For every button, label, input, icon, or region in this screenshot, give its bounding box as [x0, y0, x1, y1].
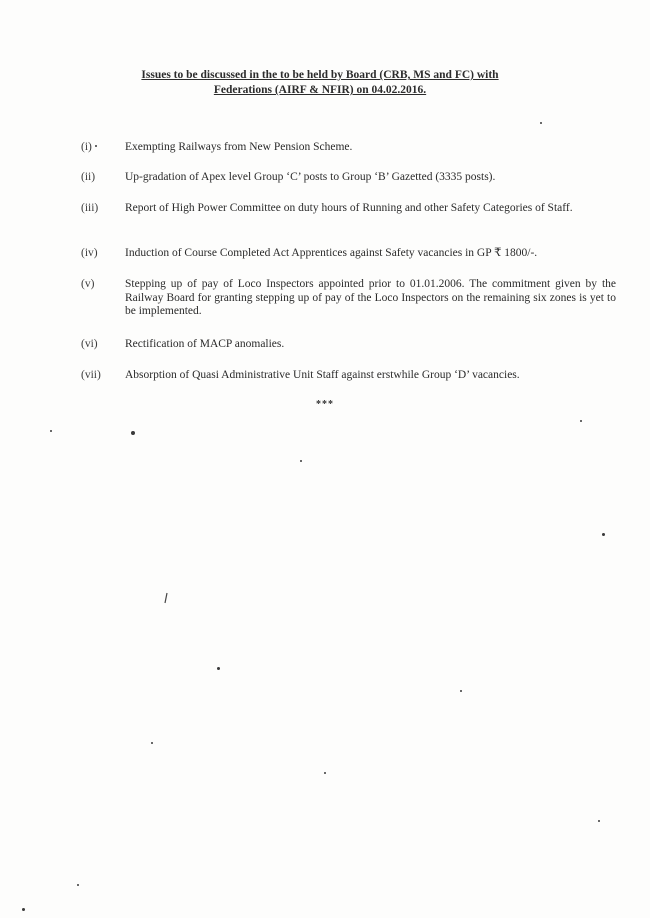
scan-speck	[22, 908, 25, 911]
item-number: (iii)	[81, 202, 99, 214]
scan-speck	[95, 145, 97, 147]
scan-speck	[300, 460, 302, 462]
scan-speck	[50, 430, 52, 432]
scan-speck	[580, 420, 582, 422]
title-line-2: Federations (AIRF & NFIR) on 04.02.2016.	[213, 84, 427, 96]
document-title	[100, 68, 540, 98]
scan-stroke	[163, 592, 169, 604]
item-text: Exempting Railways from New Pension Scheme.	[125, 141, 353, 153]
item-text: Rectification of MACP anomalies.	[125, 338, 285, 350]
item-text: Induction of Course Completed Act Apprentices against Safety vacancies in GP ₹ 1800/-.	[125, 247, 538, 259]
scan-speck	[324, 772, 326, 774]
scan-speck	[460, 690, 462, 692]
item-number: (vii)	[81, 369, 101, 381]
item-text: Stepping up of pay of Loco Inspectors appointed prior to 01.01.2006. The commitment given by the Railway Board for granting stepping up of pay of the Loco Inspectors on the remaining six zones is yet to be implemented.	[125, 278, 616, 317]
item-number: (ii)	[81, 171, 96, 183]
item-number: (v)	[81, 278, 95, 290]
scan-speck	[131, 431, 135, 435]
end-mark: ***	[316, 399, 334, 410]
item-number: (i)	[81, 141, 92, 153]
scan-speck	[151, 742, 153, 744]
item-number: (vi)	[81, 338, 98, 350]
item-text: Report of High Power Committee on duty hours of Running and other Safety Categories of Staff.	[125, 202, 573, 214]
title-line-1: Issues to be discussed in the to be held by Board (CRB, MS and FC) with	[141, 69, 499, 81]
item-text: Up-gradation of Apex level Group ‘C’ posts to Group ‘B’ Gazetted (3335 posts).	[125, 171, 496, 183]
scan-speck	[217, 667, 220, 670]
scan-speck	[540, 122, 542, 124]
scan-speck	[602, 533, 605, 536]
item-text: Absorption of Quasi Administrative Unit Staff against erstwhile Group ‘D’ vacancies.	[125, 369, 520, 381]
item-number: (iv)	[81, 247, 98, 259]
scan-speck	[77, 884, 79, 886]
scan-speck	[598, 820, 600, 822]
